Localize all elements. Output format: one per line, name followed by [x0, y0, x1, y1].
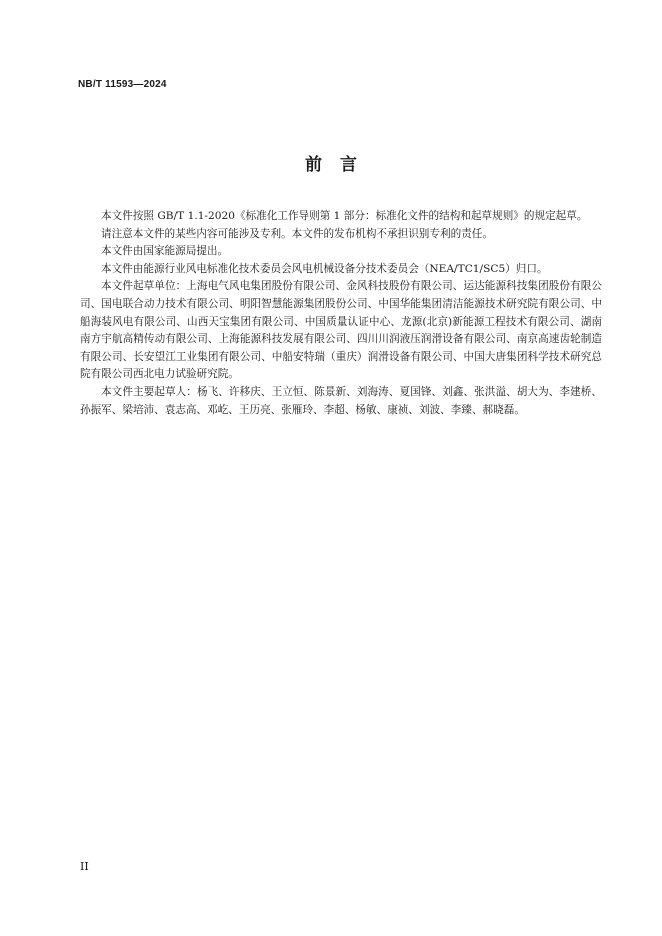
paragraph-drafting-units: 本文件起草单位：上海电气风电集团股份有限公司、金风科技股份有限公司、运达能源科技集团股份有限公司、国电联合动力技术有限公司、明阳智慧能源集团股份公司、中国华能集团清洁能源技术研究院有限公司、中船海装风电有限公司、山西天宝集团有限公司、中国质量认证中心、龙源(北京)新能源工程技术有限公司、湖南南方宇航高精传动有限公司、上海能源科技发展有限公司、四川川润液压润滑设备有限公司、南京高速齿轮制造有限公司、长安望江工业集团有限公司、中船安特瑞（重庆）润滑设备有限公司、中国大唐集团科学技术研究总院有限公司西北电力试验研究院。: [80, 280, 602, 381]
foreword-body: [80, 208, 602, 419]
paragraph-drafters: 本文件主要起草人：杨飞、许移庆、王立恒、陈景新、刘海涛、夏国锋、刘鑫、张洪溢、胡大为、李建桥、孙振军、梁培沛、袁志高、邓屹、王历亮、张雁玲、李超、杨敏、康祯、刘波、李臻、郝晓磊。: [80, 385, 602, 416]
page-title: 前言: [305, 155, 375, 175]
paragraph-patent-notice: 请注意本文件的某些内容可能涉及专利。本文件的发布机构不承担识别专利的责任。: [101, 227, 493, 240]
page-number: II: [80, 860, 89, 873]
paragraph-drafting-rules: 本文件按照 GB/T 1.1-2020《标准化工作导则第 1 部分：标准化文件的结构和起草规则》的规定起草。: [101, 210, 588, 222]
document-id: NB/T 11593—2024: [78, 79, 167, 90]
paragraph-committee: 本文件由能源行业风电标准化技术委员会风电机械设备分技术委员会（NEA/TC1/SC5）归口。: [101, 262, 548, 275]
paragraph-proposer: 本文件由国家能源局提出。: [101, 245, 229, 258]
